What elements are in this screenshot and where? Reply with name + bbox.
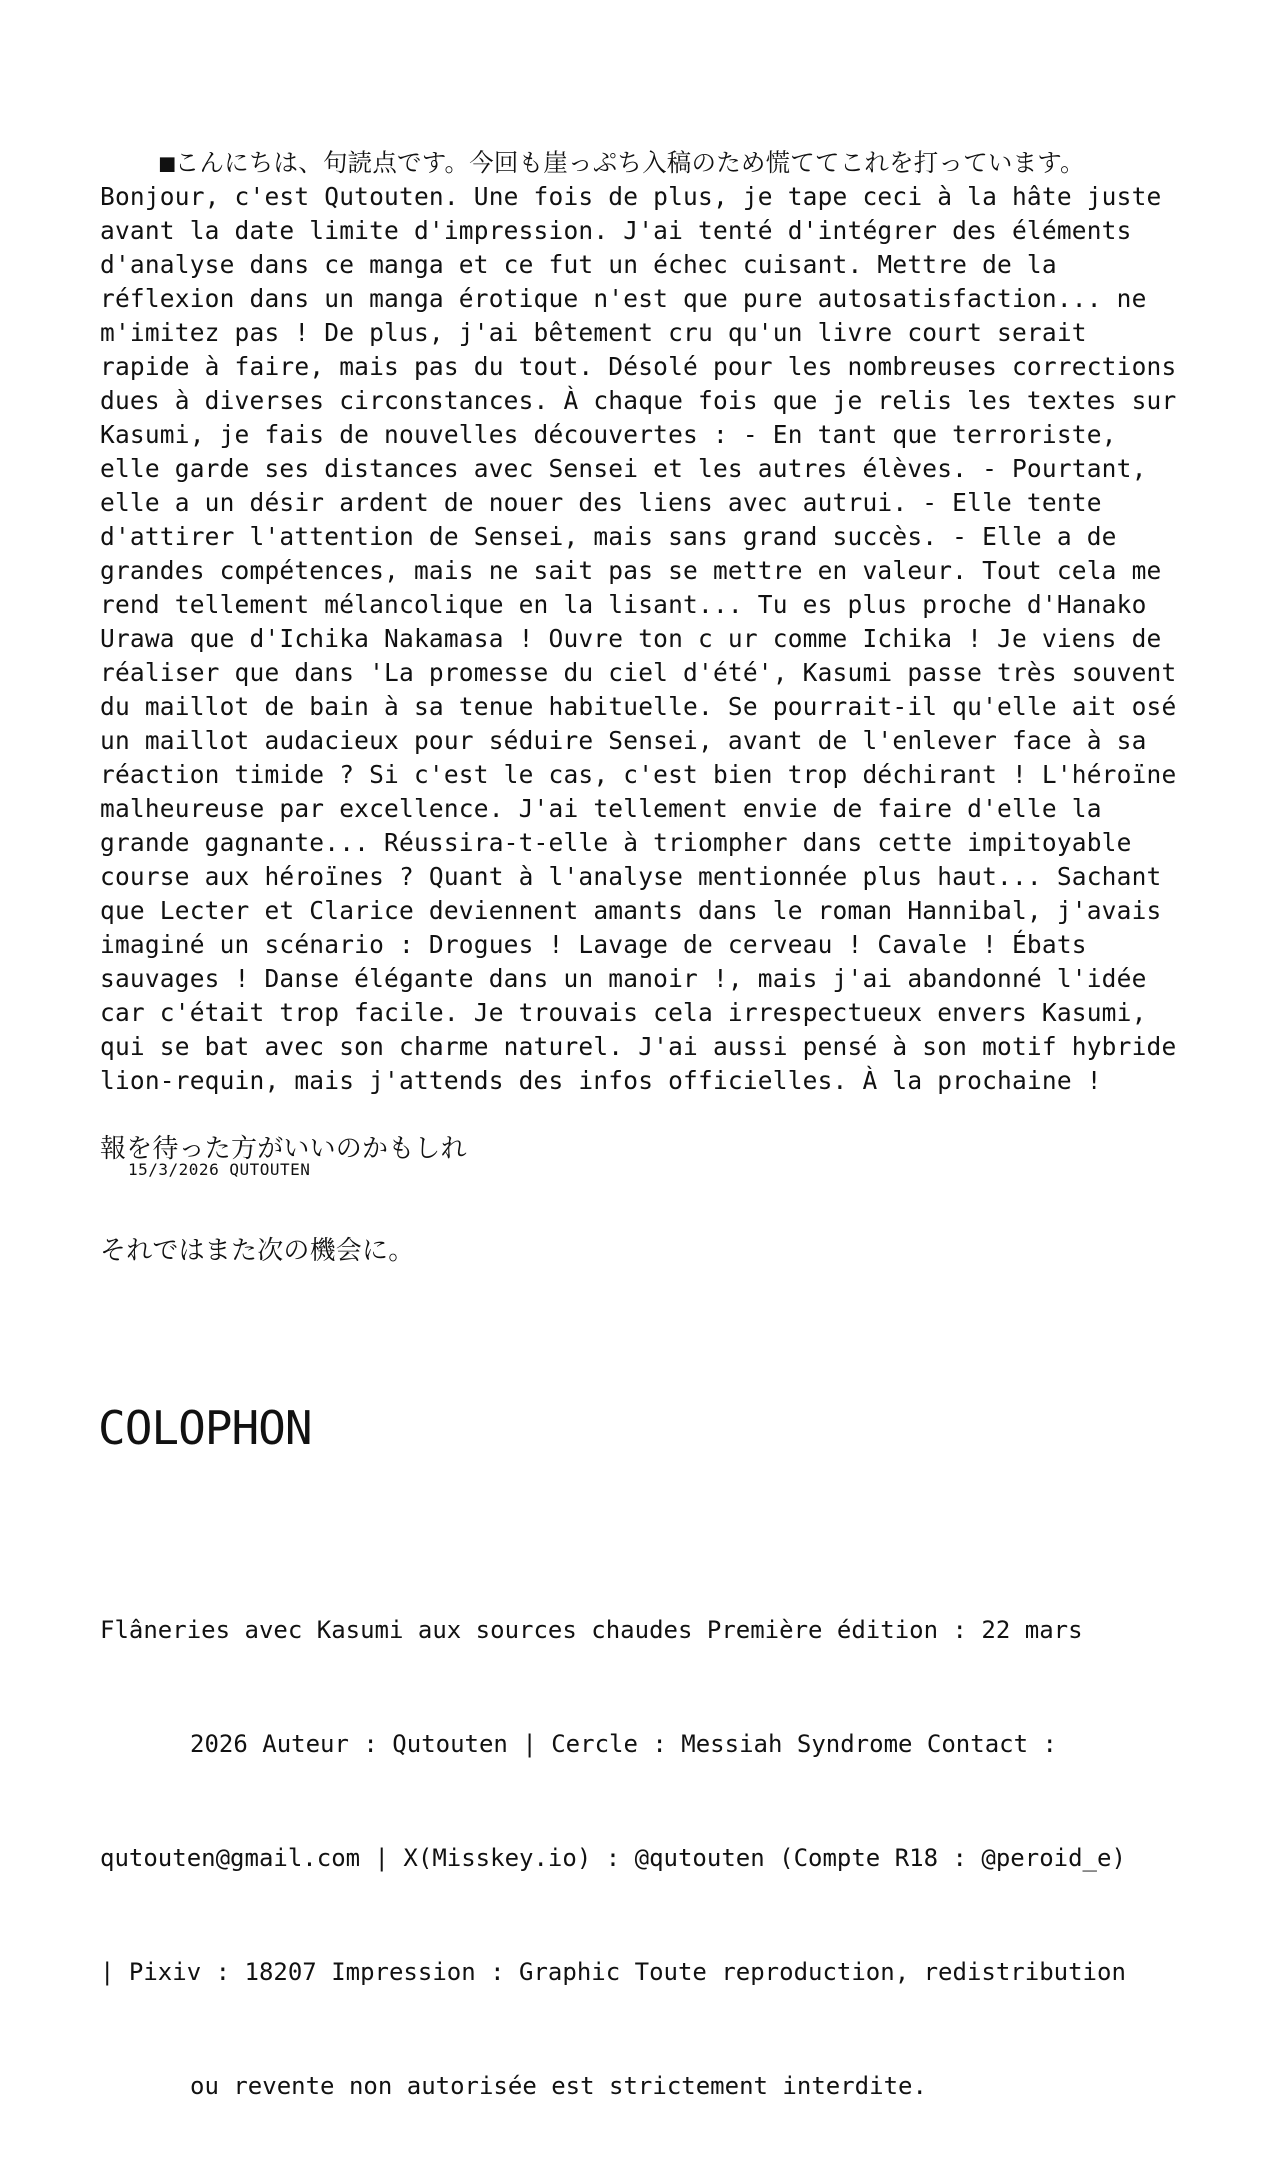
signature-date: 15/3/2026 QUTOUTEN bbox=[128, 1160, 311, 1179]
afterword-japanese-closing-b: それではまた次の機会に。 bbox=[100, 1236, 415, 1266]
colophon-line-author: 2026 Auteur : Qutouten | Cercle : Messiah Syndrome Contact : bbox=[190, 1730, 1057, 1758]
afterword-japanese-closing-a: 報を待った方がいいのかもしれ bbox=[100, 1134, 467, 1164]
colophon-line-title: Flâneries avec Kasumi aux sources chaudes Première édition : 22 mars bbox=[100, 1616, 1083, 1644]
colophon-line-printing: | Pixiv : 18207 Impression : Graphic Toute reproduction, redistribution bbox=[100, 1958, 1126, 1986]
colophon-line-contact: qutouten@gmail.com | X(Misskey.io) : @qutouten (Compte R18 : @peroid_e) bbox=[100, 1844, 1126, 1872]
colophon-block bbox=[100, 1535, 1180, 2181]
colophon-heading: COLOPHON bbox=[98, 1401, 312, 1455]
colophon-line-rights: ou revente non autorisée est strictement interdite. bbox=[190, 2072, 927, 2100]
afterword-text bbox=[100, 112, 1190, 1336]
afterword-body: ■こんにちは、句読点です。今回も崖っぷち入稿のため慌ててこれを打っています。 Bonjour, c'est Qutouten. Une fois de plus, je tape ceci à la hâte juste avant la date limite d'impression. J'ai tenté d'intégrer des éléments d'analyse dans ce manga et ce fut un échec cuisant. Mettre de la réflexion dans un manga érotique n'est que pure autosatisfaction... ne m'imitez pas ! De plus, j'ai bêtement cru qu'un livre court serait rapide à faire, mais pas du tout. Désolé pour les nombreuses corrections dues à diverses circonstances. À chaque fois que je relis les textes sur Kasumi, je fais de nouvelles découvertes : - En tant que terroriste, elle garde ses distances avec Sensei et les autres élèves. - Pourtant, elle a un désir ardent de nouer des liens avec autrui. - Elle tente d'attirer l'attention de Sensei, mais sans grand succès. - Elle a de grandes compétences, mais ne sait pas se mettre en valeur. Tout cela me rend tellement mélancolique en la lisant... Tu es plus proche d'Hanako Urawa que d'Ichika Nakamasa ! Ouvre ton c ur comme Ichika ! Je viens de réaliser que dans 'La promesse du ciel d'été', Kasumi passe très souvent du maillot de bain à sa tenue habituelle. Se pourrait-il qu'elle ait osé un maillot audacieux pour séduire Sensei, avant de l'enlever face à sa réaction timide ? Si c'est le cas, c'est bien trop déchirant ! L'héroïne malheureuse par excellence. J'ai tellement envie de faire d'elle la grande gagnante... Réussira-t-elle à triompher dans cette impitoyable course aux héroïnes ? Quant à l'analyse mentionnée plus haut... Sachant que Lecter et Clarice deviennent amants dans le roman Hannibal, j'avais imaginé un scénario : Drogues ! Lavage de cerveau ! Cavale ! Ébats sauvages ! Danse élégante dans un manoir !, mais j'ai abandonné l'idée car c'était trop facile. Je trouvais cela irrespectueux envers Kasumi, qui se bat avec son charme naturel. J'ai aussi pensé à son motif hybride lion-requin, mais j'attends des infos officielles. À la prochaine ! bbox=[100, 148, 1192, 1095]
